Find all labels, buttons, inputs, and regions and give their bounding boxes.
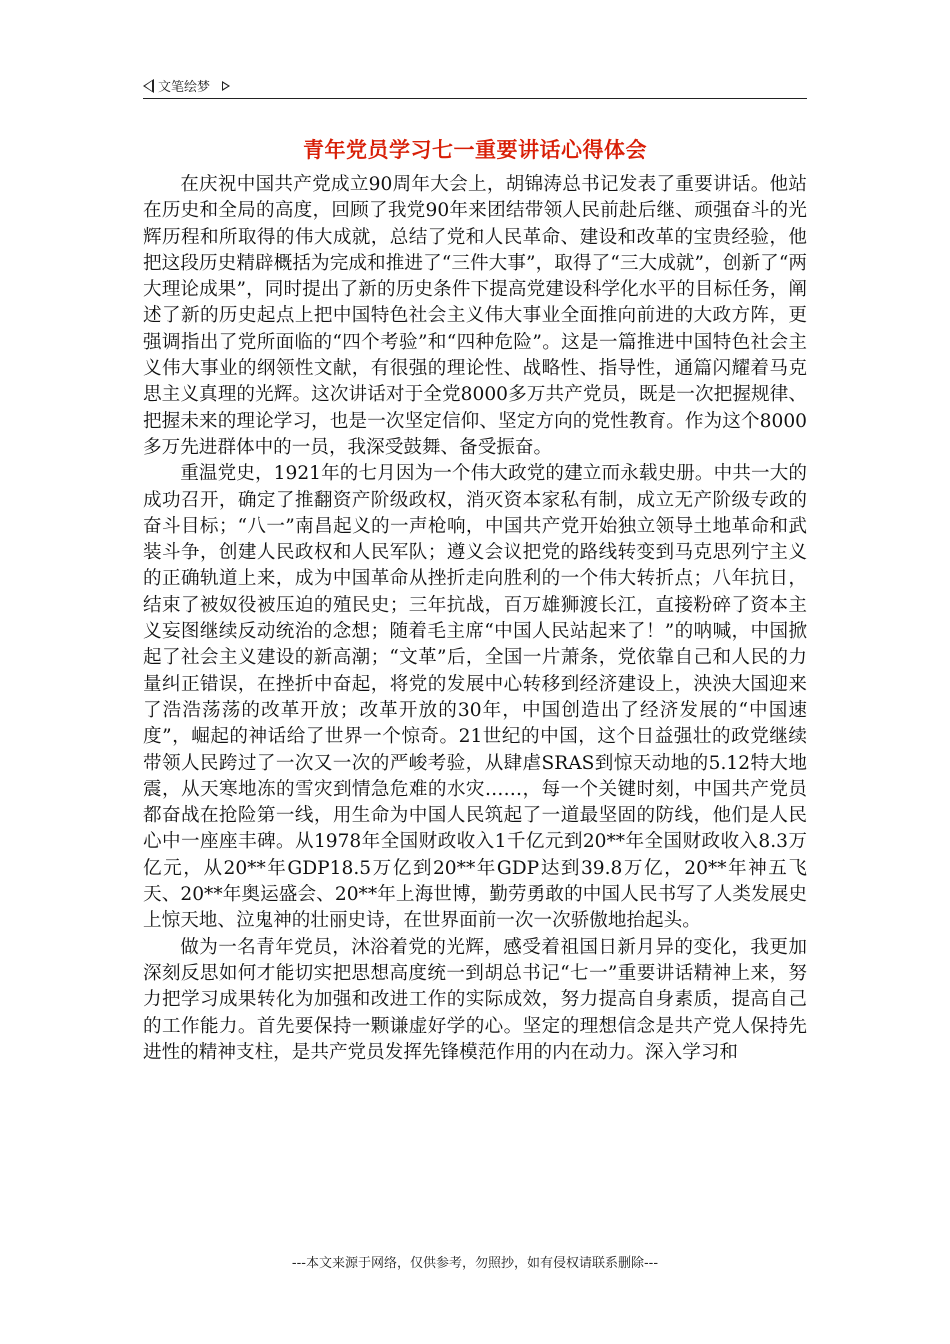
- paragraph-2: 重温党史，1921年的七月因为一个伟大政党的建立而永载史册。中共一大的成功召开，确定了推翻资产阶级政权，消灭资本家私有制，成立无产阶级专政的奋斗目标；“八一”南昌起义的一声枪响，中国共产党开始独立领导土地革命和武装斗争，创建人民政权和人民军队；遵义会议把党的路线转变到马克思列宁主义的正确轨道上来，成为中国革命从挫折走向胜利的一个伟大转折点；八年抗日，结束了被奴役被压迫的殖民史；三年抗战，百万雄狮渡长江，直接粉碎了资本主义妄图继续反动统治的念想；随着毛主席“中国人民站起来了！”的呐喊，中国掀起了社会主义建设的新高潮；“文革”后，全国一片萧条，党依靠自己和人民的力量纠正错误，在挫折中奋起，将党的发展中心转移到经济建设上，泱泱大国迎来了浩浩荡荡的改革开放；改革开放的30年，中国创造出了经济发展的“中国速度”，崛起的神话给了世界一个惊奇。21世纪的中国，这个日益强壮的政党继续带领人民跨过了一次又一次的严峻考验，从肆虐SRAS到惊天动地的5.12特大地震，从天寒地冻的雪灾到情急危难的水灾……，每一个关键时刻，中国共产党员都奋战在抢险第一线，用生命为中国人民筑起了一道最坚固的防线，他们是人民心中一座座丰碑。从1978年全国财政收入1千亿元到20**年全国财政收入8.3万亿元，从20**年GDP18.5万亿到20**年GDP达到39.8万亿，20**年神五飞天、20**年奥运盛会、20**年上海世博，勤劳勇敢的中国人民书写了人类发展史上惊天地、泣鬼神的壮丽史诗，在世界面前一次一次骄傲地抬起头。: [143, 463, 807, 932]
- document-body: [143, 172, 807, 1066]
- triangle-right-icon: [222, 81, 230, 91]
- header-brand: [143, 76, 230, 95]
- triangle-left-icon: [143, 79, 154, 93]
- paragraph-1: 在庆祝中国共产党成立90周年大会上，胡锦涛总书记发表了重要讲话。他站在历史和全局的高度，回顾了我党90年来团结带领人民前赴后继、顽强奋斗的光辉历程和所取得的伟大成就，总结了党和人民革命、建设和改革的宝贵经验，他把这段历史精辟概括为完成和推进了“三件大事”，取得了“三大成就”，创新了“两大理论成果”，同时提出了新的历史条件下提高党建设科学化水平的目标任务，阐述了新的历史起点上把中国特色社会主义伟大事业全面推向前进的大政方阵，更强调指出了党所面临的“四个考验”和“四种危险”。这是一篇推进中国特色社会主义伟大事业的纲领性文献，有很强的理论性、战略性、指导性，通篇闪耀着马克思主义真理的光辉。这次讲话对于全党8000多万共产党员，既是一次把握规律、把握未来的理论学习，也是一次坚定信仰、坚定方向的党性教育。作为这个8000多万先进群体中的一员，我深受鼓舞、备受振奋。: [143, 174, 807, 458]
- footer-notice: ---本文来源于网络，仅供参考，勿照抄，如有侵权请联系删除---: [291, 1256, 659, 1271]
- document-title: 青年党员学习七一重要讲话心得体会: [303, 138, 647, 162]
- paragraph-3: 做为一名青年党员，沐浴着党的光辉，感受着祖国日新月异的变化，我更加深刻反思如何才能切实把思想高度统一到胡总书记“七一”重要讲话精神上来，努力把学习成果转化为加强和改进工作的实际成效，努力提高自身素质，提高自己的工作能力。首先要保持一颗谦虚好学的心。坚定的理想信念是共产党人保持先进性的精神支柱，是共产党员发挥先锋模范作用的内在动力。深入学习和: [143, 936, 807, 1063]
- page-header: [143, 74, 807, 99]
- brand-label: 文笔绘梦: [158, 80, 211, 95]
